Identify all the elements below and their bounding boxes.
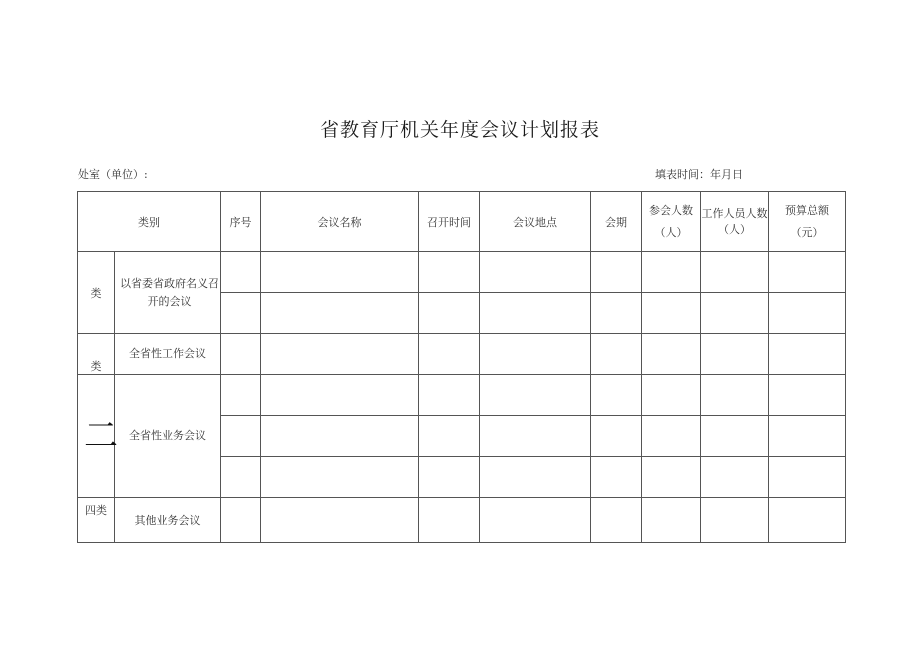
cell-name[interactable] xyxy=(261,498,419,543)
cell-seq[interactable] xyxy=(221,293,261,334)
category-2-label: 类 xyxy=(90,360,102,373)
cell-budget[interactable] xyxy=(769,498,846,543)
cell-seq[interactable] xyxy=(221,457,261,498)
cell-budget[interactable] xyxy=(769,375,846,416)
cell-attendees[interactable] xyxy=(642,416,701,457)
category-1-label-cell xyxy=(78,252,115,334)
header-staff-line1: 工作人员人数 xyxy=(701,206,768,220)
cell-staff[interactable] xyxy=(701,293,769,334)
cell-seq[interactable] xyxy=(221,252,261,293)
cell-time[interactable] xyxy=(419,252,480,293)
cell-staff[interactable] xyxy=(701,416,769,457)
cell-duration[interactable] xyxy=(591,498,642,543)
cell-budget[interactable] xyxy=(769,457,846,498)
cell-duration[interactable] xyxy=(591,252,642,293)
header-category: 类别 xyxy=(78,192,221,252)
cell-duration[interactable] xyxy=(591,334,642,375)
cell-location[interactable] xyxy=(480,293,591,334)
meeting-plan-table xyxy=(77,191,846,543)
cell-location[interactable] xyxy=(480,334,591,375)
cell-staff[interactable] xyxy=(701,252,769,293)
cell-attendees[interactable] xyxy=(642,375,701,416)
table-row xyxy=(78,498,846,543)
cell-duration[interactable] xyxy=(591,293,642,334)
table-row xyxy=(78,334,846,375)
page-title: 省教育厅机关年度会议计划报表 xyxy=(319,119,600,141)
cell-location[interactable] xyxy=(480,457,591,498)
cell-attendees[interactable] xyxy=(642,334,701,375)
cell-attendees[interactable] xyxy=(642,498,701,543)
category-4-desc: 其他业务会议 xyxy=(115,498,221,543)
category-3-label-cell xyxy=(78,375,118,498)
header-attendees-line1: 参会人数 xyxy=(649,203,693,217)
cell-name[interactable] xyxy=(261,293,419,334)
cell-duration[interactable] xyxy=(591,457,642,498)
header-staff-line2: （人） xyxy=(718,222,751,236)
cell-duration[interactable] xyxy=(591,416,642,457)
header-time: 召开时间 xyxy=(419,192,480,252)
category-4-label: 四类 xyxy=(85,504,107,517)
cell-attendees[interactable] xyxy=(642,457,701,498)
cell-name[interactable] xyxy=(261,252,419,293)
category-1-desc xyxy=(115,252,221,334)
cell-time[interactable] xyxy=(419,416,480,457)
header-location: 会议地点 xyxy=(480,192,591,252)
category-1-desc-line1: 以省委省政府名义召 xyxy=(120,276,219,290)
cell-time[interactable] xyxy=(419,457,480,498)
category-1-label: 类 xyxy=(90,286,102,300)
cell-staff[interactable] xyxy=(701,498,769,543)
header-attendees xyxy=(642,192,701,252)
cell-budget[interactable] xyxy=(769,252,846,293)
unit-label: 处室（单位）: xyxy=(78,168,148,181)
header-attendees-line2: （人） xyxy=(654,225,688,239)
header-name: 会议名称 xyxy=(261,192,419,252)
cell-attendees[interactable] xyxy=(642,293,701,334)
header-staff xyxy=(701,192,769,252)
header-budget-line2: （元） xyxy=(790,225,824,239)
cell-duration[interactable] xyxy=(591,375,642,416)
header-duration: 会期 xyxy=(591,192,642,252)
cell-staff[interactable] xyxy=(701,334,769,375)
cell-location[interactable] xyxy=(480,375,591,416)
category-1-desc-line2: 开的会议 xyxy=(147,294,192,308)
cell-name[interactable] xyxy=(261,457,419,498)
cell-budget[interactable] xyxy=(769,334,846,375)
cell-seq[interactable] xyxy=(221,416,261,457)
cell-seq[interactable] xyxy=(221,498,261,543)
cell-name[interactable] xyxy=(261,334,419,375)
cell-name[interactable] xyxy=(261,416,419,457)
cell-staff[interactable] xyxy=(701,375,769,416)
date-label: 填表时间：年月日 xyxy=(655,168,743,181)
cell-time[interactable] xyxy=(419,293,480,334)
table-row xyxy=(78,375,846,416)
cell-attendees[interactable] xyxy=(642,252,701,293)
header-budget-line1: 预算总额 xyxy=(785,203,829,217)
category-3-desc: 全省性业务会议 xyxy=(115,375,221,498)
cell-location[interactable] xyxy=(480,498,591,543)
category-3-label: 二 xyxy=(84,416,118,456)
cell-time[interactable] xyxy=(419,498,480,543)
cell-location[interactable] xyxy=(480,252,591,293)
category-2-desc: 全省性工作会议 xyxy=(115,334,221,375)
cell-staff[interactable] xyxy=(701,457,769,498)
category-4-label-cell xyxy=(78,498,115,543)
cell-name[interactable] xyxy=(261,375,419,416)
category-2-label-cell xyxy=(78,334,115,375)
cell-seq[interactable] xyxy=(221,334,261,375)
cell-budget[interactable] xyxy=(769,416,846,457)
cell-location[interactable] xyxy=(480,416,591,457)
cell-seq[interactable] xyxy=(221,375,261,416)
header-row xyxy=(78,192,846,252)
cell-time[interactable] xyxy=(419,375,480,416)
header-budget xyxy=(769,192,846,252)
cell-budget[interactable] xyxy=(769,293,846,334)
header-seq: 序号 xyxy=(221,192,261,252)
cell-time[interactable] xyxy=(419,334,480,375)
table-row xyxy=(78,252,846,293)
